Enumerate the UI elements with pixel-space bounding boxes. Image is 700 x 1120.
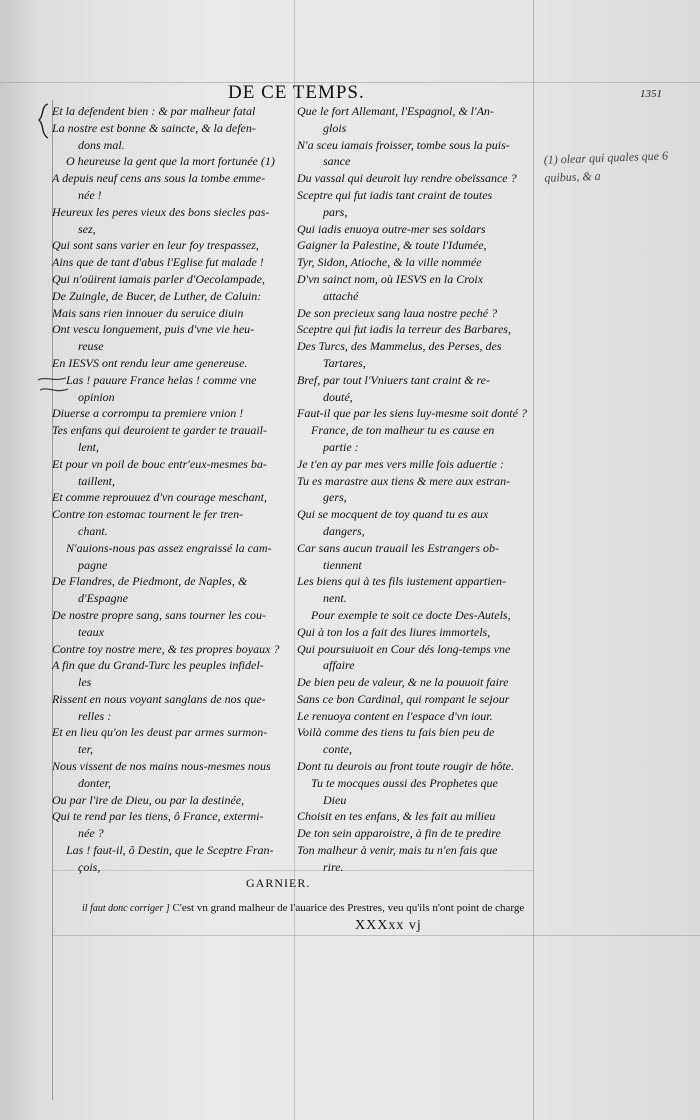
verse-line: affaire [323, 658, 355, 673]
verse-line: Tyr, Sidon, Atioche, & la ville nommée [297, 255, 482, 270]
verse-line: rire. [323, 859, 344, 874]
verse-line: glois [323, 120, 347, 135]
verse-line: De bien peu de valeur, & ne la pouuoit faire [297, 675, 509, 690]
verse-line: dons mal. [78, 137, 125, 152]
verse-line: Dont tu deurois au front toute rougir de hôte. [297, 759, 514, 774]
verse-line: D'vn sainct nom, où IESVS en la Croix [297, 271, 484, 286]
verse-line: Contre toy nostre mere, & tes propres boyaux ? [52, 641, 280, 656]
correction-text: C'est vn grand malheur de l'auarice des Prestres, veu qu'ils n'ont point de charge [172, 902, 525, 914]
verse-line: Sans ce bon Cardinal, qui rompant le sejour [297, 691, 510, 706]
verse-line: Et pour vn poil de bouc entr'eux-mesmes ba- [52, 456, 267, 471]
verse-line: Qui poursuiuoit en Cour dés long-temps vne [297, 641, 511, 656]
verse-line: Choisit en tes enfans, & les fait au milieu [297, 809, 496, 824]
verse-line: tiennent [323, 557, 362, 572]
verse-line: Tartares, [323, 355, 366, 370]
verse-line: Nous vissent de nos mains nous-mesmes nous [52, 759, 271, 774]
verse-line: A fin que du Grand-Turc les peuples infidel- [52, 658, 264, 673]
author-signature: GARNIER. [246, 876, 311, 890]
verse-line: Contre ton estomac tournent le fer tren- [52, 507, 244, 522]
verse-line: nent. [323, 591, 347, 606]
verse-line: Sceptre qui fut iadis tant craint de toutes [297, 187, 493, 202]
verse-line: Tes enfans qui deuroient te garder te trauail- [52, 423, 267, 438]
verse-line: Mais sans rien innouer du seruice diuin [52, 305, 244, 320]
bottom-rule [52, 935, 700, 936]
verse-line: pars, [323, 204, 348, 219]
verse-line: dangers, [323, 523, 365, 538]
verse-line: pagne [78, 557, 108, 572]
verse-line: De son precieux sang laua nostre peché ? [297, 305, 498, 320]
verse-line: Car sans aucun trauail les Estrangers ob- [297, 540, 500, 555]
verse-line: Las ! faut-il, ô Destin, que le Sceptre Fran- [66, 843, 274, 858]
footer-correction-line [82, 902, 524, 914]
verse-line: Rissent en nous voyant sanglans de nos que- [52, 691, 266, 706]
verse-line: A depuis neuf cens ans sous la tombe emme- [52, 171, 266, 186]
verse-line: Que le fort Allemant, l'Espagnol, & l'An- [297, 104, 494, 118]
verse-line: Bref, par tout l'Vniuers tant craint & re- [297, 372, 490, 387]
verse-line: Ton malheur à venir, mais tu n'en fais que [297, 843, 498, 858]
right-margin-rule [533, 0, 534, 1120]
verse-line: N'a sceu iamais froisser, tombe sous la puis- [297, 137, 510, 152]
verse-line: Qui te rend par les tiens, ô France, extermi- [52, 809, 264, 824]
verse-line: Le renuoya content en l'espace d'vn iour. [297, 708, 493, 723]
handwritten-brace-mark [36, 102, 50, 140]
verse-line: La nostre est bonne & saincte, & la defen- [52, 120, 256, 135]
verse-line: Dieu [323, 792, 347, 807]
verse-line: Qui n'oüirent iamais parler d'Oecolampade, [52, 271, 265, 286]
verse-line: née ! [78, 187, 102, 202]
verse-line: Diuerse a corrompu ta premiere vnion ! [52, 406, 244, 421]
verse-line: Pour exemple te soit ce docte Des-Autels, [311, 607, 511, 622]
verse-line: çois, [78, 859, 101, 874]
verse-line: Du vassal qui deuroit luy rendre obeïssance ? [297, 171, 517, 186]
verse-line: Sceptre qui fut iadis la terreur des Barbares, [297, 322, 511, 337]
verse-line: Tu es marastre aux tiens & mere aux estran- [297, 473, 511, 488]
verse-line: N'auions-nous pas assez engraissé la cam- [66, 540, 272, 555]
left-column [52, 103, 288, 876]
verse-line: reuse [78, 339, 104, 354]
verse-line: douté, [323, 389, 353, 404]
verse-line: Las ! pauure France helas ! comme vne [66, 372, 257, 387]
page-number: 1351 [640, 88, 662, 100]
verse-line: donter, [78, 775, 111, 790]
running-title: DE CE TEMPS. [228, 82, 365, 103]
verse-line: En IESVS ont rendu leur ame genereuse. [52, 355, 248, 370]
verse-line: Ou par l'ire de Dieu, ou par la destinée, [52, 792, 245, 807]
verse-line: Et en lieu qu'on les deust par armes surmon- [52, 725, 268, 740]
verse-line: partie : [323, 439, 359, 454]
verse-line: lent, [78, 439, 99, 454]
correction-label: il faut donc corriger ] [82, 903, 170, 914]
verse-line: Ains que de tant d'abus l'Eglise fut malade ! [52, 255, 264, 270]
verse-line: Tu te mocques aussi des Prophetes que [311, 775, 498, 790]
handwritten-margin-note: (1) olear qui quales que 6 quibus, & a [543, 148, 669, 185]
verse-line: Et la defendent bien : & par malheur fatal [52, 104, 256, 118]
verse-line: chant. [78, 523, 108, 538]
verse-line: Qui iadis enuoya outre-mer ses soldars [297, 221, 486, 236]
verse-line: taillent, [78, 473, 115, 488]
verse-line: conte, [323, 742, 352, 757]
verse-line: Qui sont sans varier en leur foy trespassez, [52, 238, 259, 253]
verse-line: relles : [78, 708, 112, 723]
verse-line: les [78, 675, 92, 690]
signature-mark: XXXxx vj [355, 918, 422, 933]
verse-line: De Zuingle, de Bucer, de Luther, de Caluin: [52, 288, 262, 303]
verse-line: France, de ton malheur tu es cause en [311, 423, 495, 438]
verse-line: Je t'en ay par mes vers mille fois aduertie : [297, 456, 504, 471]
verse-line: De Flandres, de Piedmont, de Naples, & [52, 574, 248, 589]
column-divider [294, 0, 295, 1120]
verse-line: De nostre propre sang, sans tourner les cou- [52, 607, 266, 622]
verse-line: attaché [323, 288, 359, 303]
verse-line: teaux [78, 624, 104, 639]
verse-line: O heureuse la gent que la mort fortunée (1) [66, 154, 275, 169]
verse-line: Et comme reprouuez d'vn courage meschant, [52, 490, 267, 505]
verse-line: née ? [78, 826, 104, 841]
verse-line: Heureux les peres vieux des bons siecles pas- [52, 204, 270, 219]
verse-line: Ont vescu longuement, puis d'vne vie heu- [52, 322, 255, 337]
verse-line: Qui à ton los a fait des liures immortels, [297, 624, 491, 639]
verse-line: d'Espagne [78, 591, 128, 606]
verse-line: Faut-il que par les siens luy-mesme soit donté ? [297, 406, 527, 421]
verse-line: gers, [323, 490, 347, 505]
margin-note-marker: (1) [260, 154, 275, 169]
verse-line: sance [323, 154, 351, 169]
verse-line: De ton sein apparoistre, à fin de te predire [297, 826, 501, 841]
verse-line: ter, [78, 742, 93, 757]
verse-line: Qui se mocquent de toy quand tu es aux [297, 507, 489, 522]
verse-line: Gaigner la Palestine, & toute l'Idumée, [297, 238, 487, 253]
verse-line: sez, [78, 221, 96, 236]
verse-line: Des Turcs, des Mammelus, des Perses, des [297, 339, 502, 354]
verse-line: opinion [78, 389, 115, 404]
verse-line: Les biens qui à tes fils iustement appartien- [297, 574, 506, 589]
verse-line: Voilà comme des tiens tu fais bien peu de [297, 725, 495, 740]
right-column [297, 103, 533, 876]
